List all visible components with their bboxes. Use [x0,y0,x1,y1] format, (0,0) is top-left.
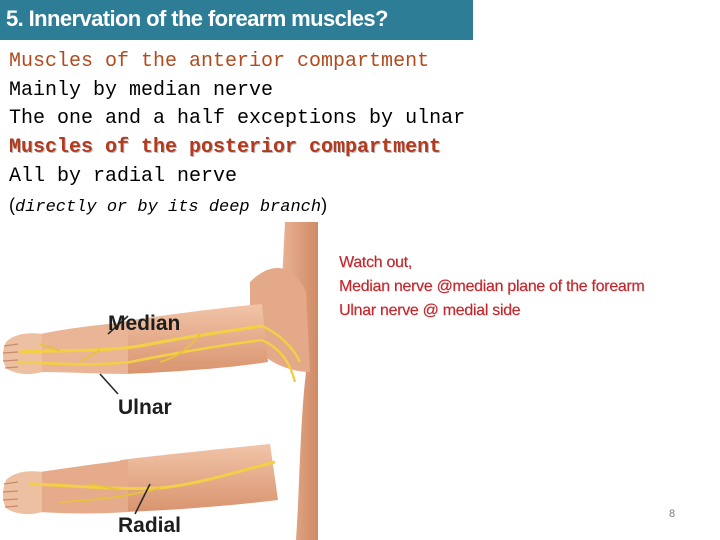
posterior-compartment-heading: Muscles of the posterior compartment [9,136,442,159]
torso-shape [282,222,318,540]
slide-title-bar [0,0,473,40]
posterior-note [9,193,327,220]
slide-title: 5. Innervation of the forearm muscles? [6,6,388,31]
upper-arm-back [120,444,278,512]
ulnar-leader-line [100,374,118,394]
note-close-paren: ) [321,195,328,215]
arm-nerve-illustration [0,222,318,540]
median-label: Median [108,312,181,335]
slide-number: 8 [669,508,676,520]
ulnar-label: Ulnar [118,396,172,419]
anterior-exceptions: The one and a half exceptions by ulnar [9,107,466,130]
note-text: directly or by its deep branch [15,198,322,217]
posterior-main-innervation: All by radial nerve [9,165,238,188]
hand-back [3,471,42,514]
anterior-compartment-heading: Muscles of the anterior compartment [9,50,430,73]
watch-out-note-line-2: Median nerve @median plane of the forearm [339,278,645,295]
watch-out-note-line-3: Ulnar nerve @ medial side [339,302,521,319]
anterior-main-innervation: Mainly by median nerve [9,79,274,102]
watch-out-note-line-1: Watch out, [339,254,412,271]
radial-label: Radial [118,514,182,537]
note-open-paren: ( [9,195,15,215]
